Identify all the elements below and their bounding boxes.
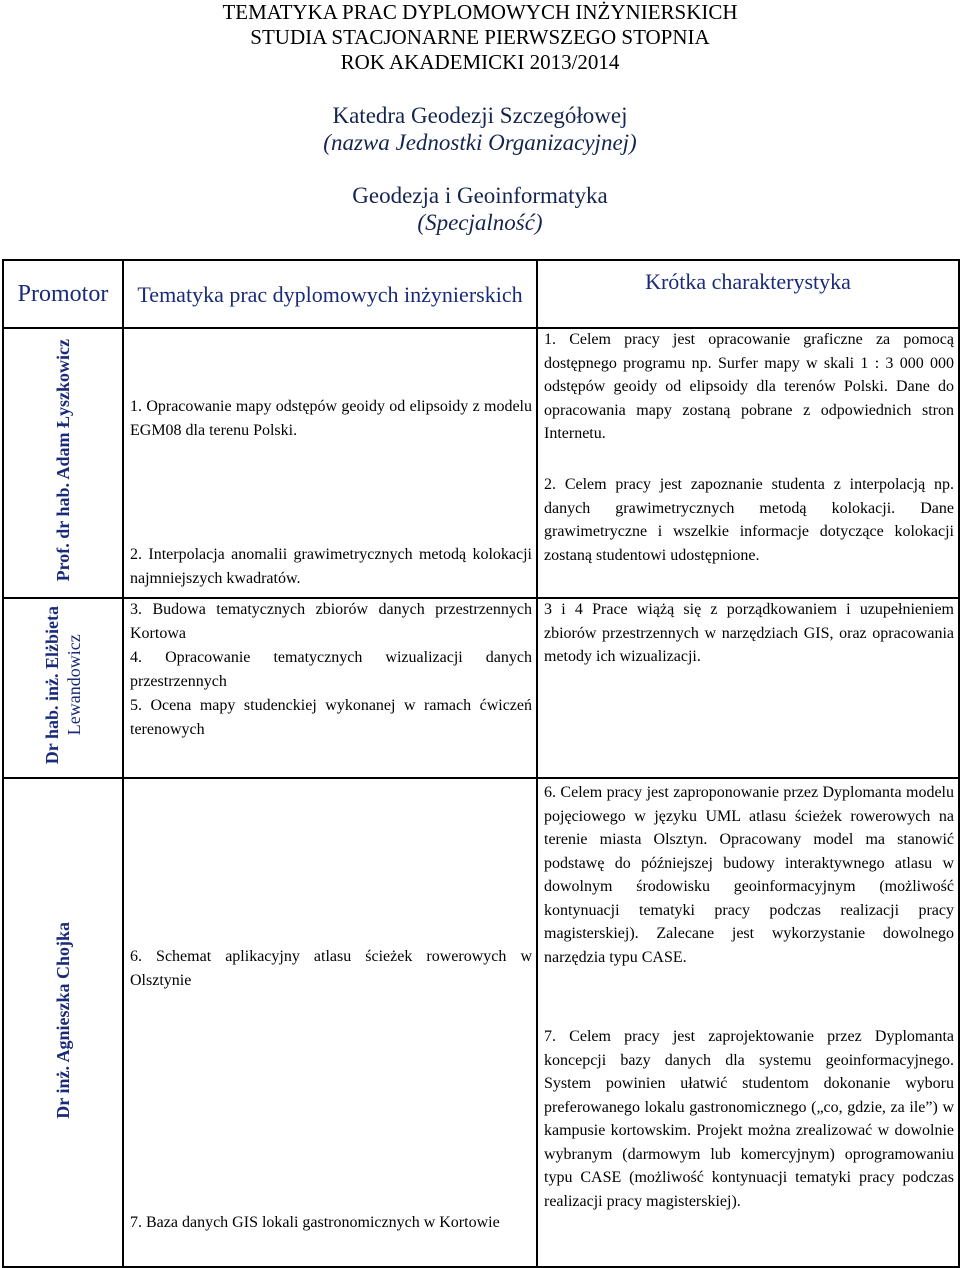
department-block [0,102,960,156]
header-title-line1: TEMATYKA PRAC DYPLOMOWYCH INŻYNIERSKICH [222,0,738,24]
description-item: 7. Celem pracy jest zaprojektowanie przez Dyplomanta koncepcji bazy danych dla systemu geoinformacyjnego. System powinien ułatwić studentom dokonanie wyboru preferowanego lokalu gastronomicznego („co, gdzie, za ile”) w kampusie kortowskim. Projekt można zrealizować w dowolnie wybranym (darmowym lub komercyjnym) oprogramowaniu typu CASE (możliwość kontynuacji tematyki pracy podczas realizacji pracy magisterskiej). [544,1028,954,1210]
table-row [3,598,959,778]
description-item: 3 i 4 Prace wiążą się z porządkowaniem i uzupełnieniem zbiorów przestrzennych w narzędziach GIS, oraz opracowania metody ich wizualizacji. [544,601,954,665]
promotor-cell [3,778,123,1267]
table-header-row [3,260,959,328]
header-title-line2: STUDIA STACJONARNE PIERWSZEGO STOPNIA [250,25,710,49]
column-header-topics: Tematyka prac dyplomowych inżynierskich [123,260,537,328]
description-cell [537,598,959,778]
description-cell [537,328,959,598]
description-item: 1. Celem pracy jest opracowanie graficzne za pomocą dostępnego programu np. Surfer mapy w skali 1 : 3 000 000 odstępów geoidy od elipsoidy dla terenów Polski. Dane do opracowania mapy zostaną pobrane z odpowiednich stron Internetu. [544,331,954,442]
description-cell [537,778,959,1267]
topics-cell [123,598,537,778]
table-row [3,778,959,1267]
table-row [3,328,959,598]
promotor-name: Dr inż. Agnieszka Chojka [53,921,73,1119]
specialty-block [0,182,960,236]
topic-item: 6. Schemat aplikacyjny atlasu ścieżek rowerowych w Olsztynie [130,948,532,989]
column-header-promotor: Promotor [3,260,123,328]
promotor-cell [3,598,123,778]
topics-table [2,259,960,1268]
topic-item: 2. Interpolacja anomalii grawimetrycznych metodą kolokacji najmniejszych kwadratów. [130,546,532,587]
department-note: (nazwa Jednostki Organizacyjnej) [323,130,637,155]
column-header-description: Krótka charakterystyka [537,260,959,328]
description-item: 2. Celem pracy jest zapoznanie studenta z interpolacją np. danych grawimetrycznych metodą kolokacji. Dane grawimetryczne i wszelkie informacje dotyczące kolokacji zostaną studentowi udostępnione. [544,476,954,564]
topic-item: 4. Opracowanie tematycznych wizualizacji danych przestrzennych [130,649,532,690]
department-name: Katedra Geodezji Szczegółowej [332,103,628,128]
specialty-name: Geodezja i Geoinformatyka [352,183,608,208]
specialty-note: (Specjalność) [417,210,543,235]
description-item: 6. Celem pracy jest zaproponowanie przez Dyplomanta modelu pojęciowego w języku UML atlasu ścieżek rowerowych na terenie miasta Olsztyn. Opracowany model ma stanowić podstawę do późniejszej budowy interaktywnego atlasu w dowolnym środowisku geoinformacyjnym (możliwość kontynuacji tematyki pracy podczas realizacji pracy magisterskiej). Zalecane jest wykorzystanie dowolnego narzędzia typu CASE. [544,784,954,966]
header-title-line3: ROK AKADEMICKI 2013/2014 [340,50,620,74]
topic-item: 5. Ocena mapy studenckiej wykonanej w ramach ćwiczeń terenowych [130,697,532,738]
document-header [0,0,960,75]
topics-cell [123,778,537,1267]
topic-item: 1. Opracowanie mapy odstępów geoidy od elipsoidy z modelu EGM08 dla terenu Polski. [130,398,532,439]
promotor-name: Dr hab. inż. Elżbieta Lewandowicz [42,606,84,765]
topic-item: 3. Budowa tematycznych zbiorów danych przestrzennych Kortowa [130,601,532,642]
promotor-name: Prof. dr hab. Adam Łyszkowicz [53,339,73,582]
topic-item: 7. Baza danych GIS lokali gastronomicznych w Kortowie [130,1214,500,1231]
promotor-cell [3,328,123,598]
topics-cell [123,328,537,598]
